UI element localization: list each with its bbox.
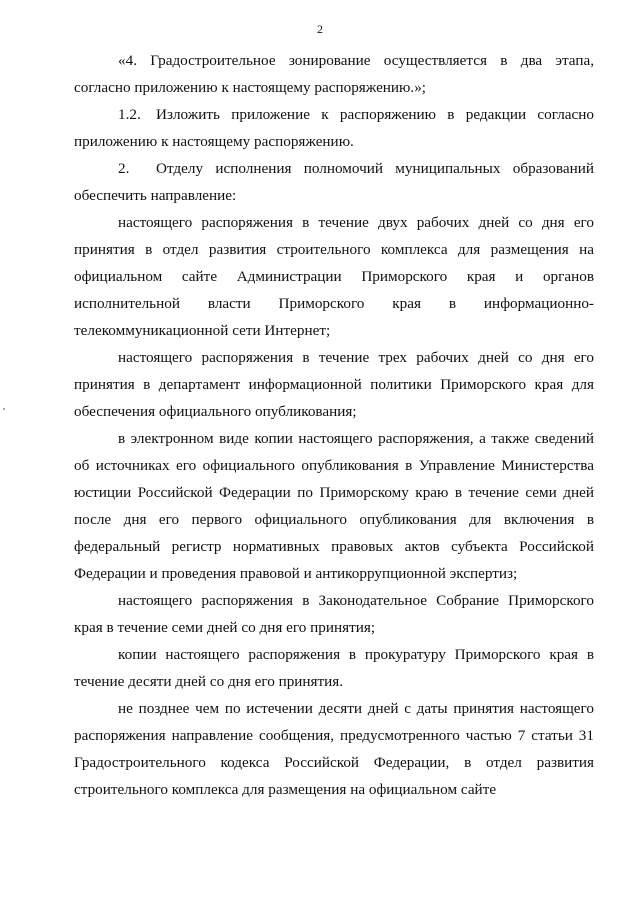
paragraph-text: Изложить приложение к распоряжению в редакции согласно приложению к настоящему распоряжению.	[74, 106, 594, 150]
paragraph-text: настоящего распоряжения в Законодательное Собрание Приморского края в течение семи дней со дня его принятия;	[74, 592, 594, 636]
paragraph-legislative-assembly	[74, 587, 594, 641]
paragraph-text: настоящего распоряжения в течение трех рабочих дней со дня его принятия в департамент информационной политики Приморского края для обеспечения официального опубликования;	[74, 349, 594, 420]
paragraph-number: 1.2.	[118, 106, 141, 123]
paragraph-website-publication	[74, 209, 594, 344]
paragraph-item-2	[74, 155, 594, 209]
paragraph-official-publication	[74, 344, 594, 425]
paragraph-text: настоящего распоряжения в течение двух рабочих дней со дня его принятия в отдел развития строительного комплекса для размещения на официальном сайте Администрации Приморского края и органов исполнительной власти Приморского края в информационно-телекоммуникационной сети Интернет;	[74, 214, 594, 339]
paragraph-text: копии настоящего распоряжения в прокуратуру Приморского края в течение десяти дней со дня его принятия.	[74, 646, 594, 690]
paragraph-text: Отделу исполнения полномочий муниципальных образований обеспечить направление:	[74, 160, 594, 204]
paragraph-text: не позднее чем по истечении десяти дней с даты принятия настоящего распоряжения направление сообщения, предусмотренного частью 7 статьи 31 Градостроительного кодекса Российской Федерации, в отдел развития строительного комплекса для размещения на официальном сайте	[74, 700, 594, 798]
document-body	[74, 47, 594, 803]
paragraph-ministry-of-justice	[74, 425, 594, 587]
paragraph-prosecutor-office	[74, 641, 594, 695]
paragraph-urban-code-notice	[74, 695, 594, 803]
paragraph-text: в электронном виде копии настоящего распоряжения, а также сведений об источниках его официального опубликования в Управление Министерства юстиции Российской Федерации по Приморскому краю в течение семи дней после дня его первого официального опубликования для включения в федеральный регистр нормативных правовых актов субъекта Российской Федерации и проведения правовой и антикоррупционной экспертиз;	[74, 430, 594, 582]
paragraph-zoning-clause	[74, 47, 594, 101]
scan-artifact-dot	[3, 408, 5, 410]
paragraph-number: 2.	[118, 160, 130, 177]
paragraph-item-1-2	[74, 101, 594, 155]
paragraph-text: «4. Градостроительное зонирование осуществляется в два этапа, согласно приложению к настоящему распоряжению.»;	[74, 52, 594, 96]
page-number: 2	[317, 22, 323, 36]
